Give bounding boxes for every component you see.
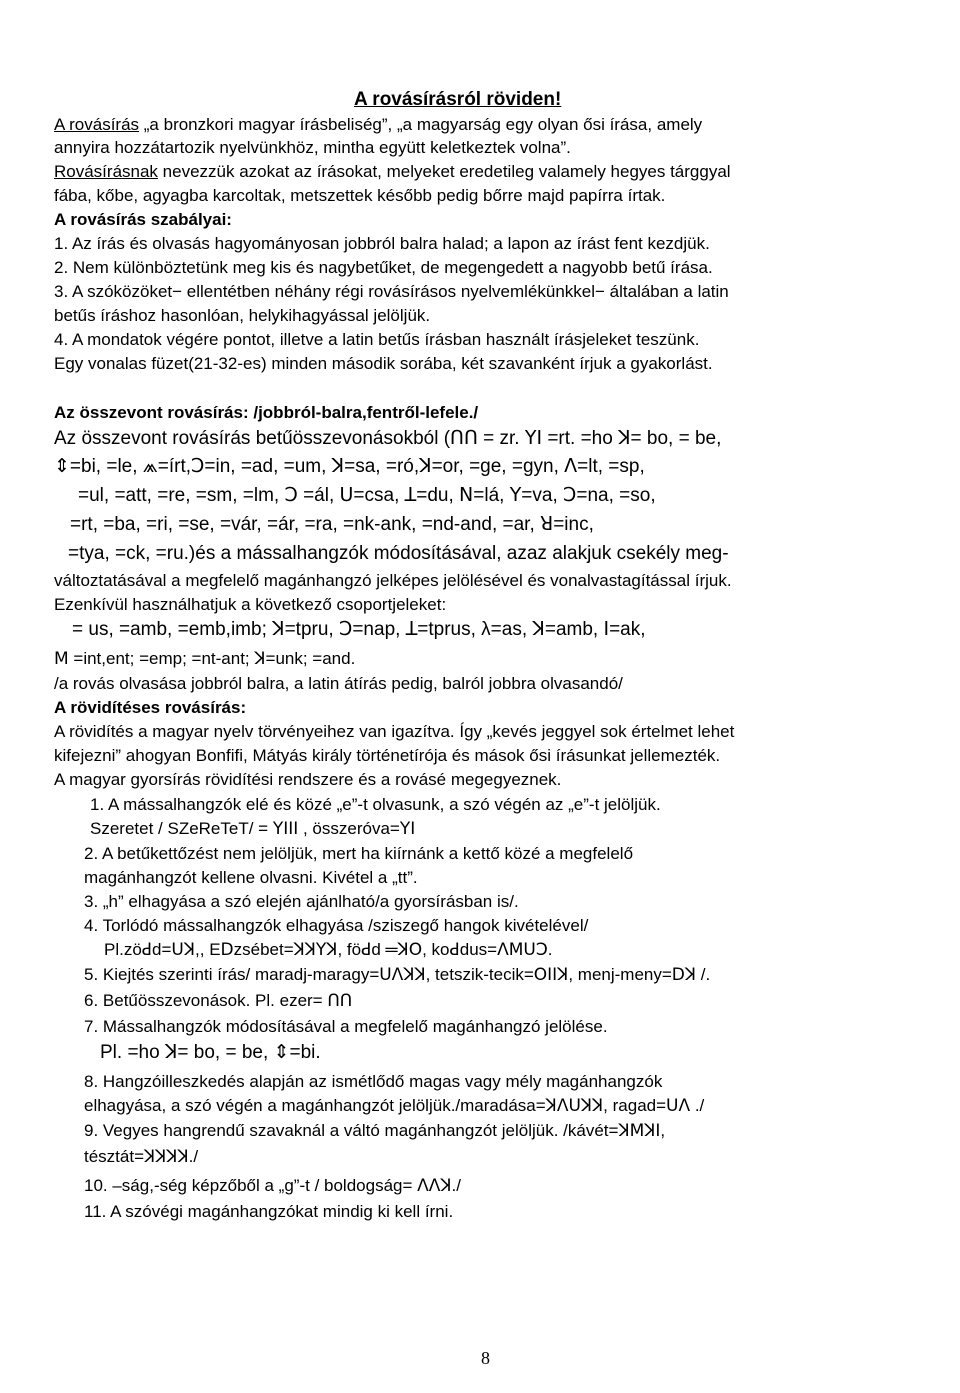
item-11: 11. A szóvégi magánhangzókat mindig ki kell írni. [84, 1202, 454, 1221]
item-6: 6. Betűösszevonások. Pl. ezer= ꓵꓵ [84, 991, 353, 1010]
page-title: A rovásírásról röviden! [354, 89, 562, 110]
item-8a: 8. Hangzóilleszkedés alapján az ismétlődő magas vagy mély magánhangzók [84, 1072, 663, 1091]
abbrev-para-1: A rövidítés a magyar nyelv törvényeihez van igazítva. Így „kevés jeggyel sok értelmet lehet [54, 722, 735, 741]
intro-line-4: fába, kőbe, agyagba karcoltak, metszettek később pedig bőrre majd papírra írtak. [54, 186, 666, 205]
item-4b: Pl.zöꓒd=ꓴꓘ,, Eꓓzsébet=ꓘꓘꓬꓘ, föꓒd ═ꓘꓳ, koꓒdus=ꓥꓟꓴꓛ. [104, 940, 553, 959]
rovasirasnak-link[interactable]: Rovásírásnak [54, 162, 158, 181]
item-9a: 9. Vegyes hangrendű szavaknál a váltó magánhangzót jelöljük. /kávét=ꓘꓟꓘꓲ, [84, 1121, 666, 1140]
abbrev-para-3: A magyar gyorsírás rövidítési rendszere és a rovásé megegyeznek. [54, 770, 562, 789]
ligatures-line-5: =tya, =ck, =ru.)és a mássalhangzók módosításával, azaz alakjuk csekély meg- [68, 543, 729, 564]
item-7-example: Pl. =ho ꓘ= bo, = be, ⇕=bi. [100, 1042, 321, 1063]
ligatures-line-9: ꓟ =int,ent; =emp; =nt-ant; ꓘ=unk; =and. [54, 649, 356, 668]
item-8b: elhagyása, a szó végén a magánhangzót jelöljük./maradása=ꓘꓥꓴꓘꓘ, ragad=ꓴꓥ ./ [84, 1096, 705, 1115]
rule-1: 1. Az írás és olvasás hagyományosan jobbról balra halad; a lapon az írást fent kezdjük. [54, 234, 710, 253]
rule-2: 2. Nem különböztetünk meg kis és nagybetűket, de megengedett a nagyobb betű írása. [54, 258, 713, 277]
abbrev-para-2: kifejezni” ahogyan Bonfifi, Mátyás király történetírója és mások ősi írásunkat jellemezték. [54, 746, 721, 765]
ligatures-line-1: Az összevont rovásírás betűösszevonásokból (ꓵꓵ = zr. ꓬꓲ =rt. =ho ꓘ= bo, = be, [54, 428, 722, 449]
rules-heading: A rovásírás szabályai: [54, 210, 232, 229]
ligatures-line-6: változtatásával a megfelelő magánhangzó jelképes jelölésével és vonalvastagítással írjuk. [54, 571, 732, 590]
ligatures-line-10: /a rovás olvasása jobbról balra, a latin átírás pedig, balról jobbra olvasandó/ [54, 674, 623, 693]
rovasiras-link[interactable]: A rovásírás [54, 115, 140, 134]
intro-line-2: annyira hozzátartozik nyelvünkhöz, mintha együtt keletkeztek volna”. [54, 138, 571, 157]
rule-3a: 3. A szóközöket− ellentétben néhány régi rovásírásos nyelvemlékünkkel− általában a latin [54, 282, 729, 301]
ligatures-line-7: Ezenkívül használhatjuk a következő csoportjeleket: [54, 595, 447, 614]
ligatures-line-8: = us, =amb, =emb,imb; ꓘ=tpru, ꓛ=nap, ꓕ=tprus, λ=as, ꓘ=amb, ꓲ=ak, [72, 619, 646, 640]
intro-line-1: A rovásírás „a bronzkori magyar írásbeliség”, „a magyarság egy olyan ősi írása, amely [54, 115, 703, 134]
rule-3b: betűs íráshoz hasonlóan, helykihagyással jelöljük. [54, 306, 431, 325]
item-2a: 2. A betűkettőzést nem jelöljük, mert ha kiírnánk a kettő közé a megfelelő [84, 844, 634, 863]
item-2b: magánhangzót kellene olvasni. Kivétel a „tt”. [84, 868, 418, 887]
item-1a: 1. A mássalhangzók elé és közé „e”-t olvasunk, a szó végén az „e”-t jelöljük. [90, 795, 661, 814]
item-9b: tésztát=ꓘꓘꓘꓘ./ [84, 1147, 199, 1166]
ligatures-heading: Az összevont rovásírás: /jobbról-balra,fentről-lefele./ [54, 403, 479, 422]
intro-line-3: Rovásírásnak nevezzük azokat az írásokat, melyeket eredetileg valamely hegyes tárggyal [54, 162, 731, 181]
page-number: 8 [481, 1348, 490, 1368]
rule-4b: Egy vonalas füzet(21-32-es) minden második sorába, két szavanként írjuk a gyakorlást. [54, 354, 713, 373]
item-10: 10. –ság,-ség képzőből a „g”-t / boldogság= ꓥꓥꓘ./ [84, 1176, 461, 1195]
abbrev-heading: A rövidítéses rovásírás: [54, 698, 247, 717]
ligatures-line-2: ⇕=bi, =le, ⩕=írt,ꓛ=in, =ad, =um, ꓘ=sa, =ró,ꓘ=or, =ge, =gyn, ꓥ=lt, =sp, [54, 456, 645, 477]
item-3: 3. „h” elhagyása a szó elején ajánlható/a gyorsírásban is/. [84, 892, 519, 911]
ligatures-line-4: =rt, =ba, =ri, =se, =vár, =ár, =ra, =nk-ank, =nd-and, =ar, ꓤ=inc, [70, 514, 594, 535]
item-1b: Szeretet / SZeReTeT/ = ꓬꓲꓲꓲ , összeróva=ꓬꓲ [90, 819, 416, 838]
item-5: 5. Kiejtés szerinti írás/ maradj-maragy=ꓴꓥꓘꓘ, tetszik-tecik=ꓳꓲꓲꓘ, menj-meny=ꓓꓘ /. [84, 965, 711, 984]
rule-4a: 4. A mondatok végére pontot, illetve a latin betűs írásban használt írásjeleket teszünk. [54, 330, 700, 349]
ligatures-line-3: =ul, =att, =re, =sm, =lm, ꓛ =ál, ꓴ=csa, ꓕ=du, ꓠ=lá, ꓬ=va, ꓛ=na, =so, [78, 485, 656, 506]
item-7: 7. Mássalhangzók módosításával a megfelelő magánhangzó jelölése. [84, 1017, 608, 1036]
item-4a: 4. Torlódó mássalhangzók elhagyása /sziszegő hangok kivételével/ [84, 916, 589, 935]
